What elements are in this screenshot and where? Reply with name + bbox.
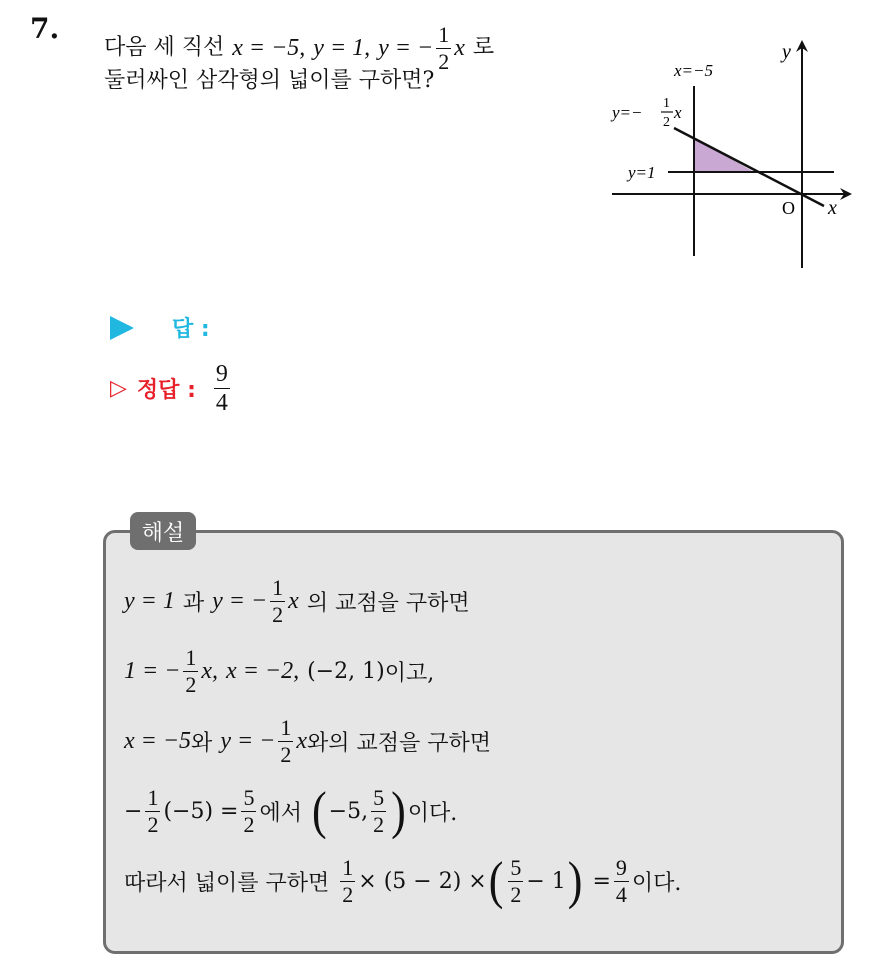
fraction: $\frac{5}{2}$: [510, 854, 522, 907]
question-text: [104, 21, 495, 98]
eq-x-minus-5: x = −5,: [232, 35, 306, 61]
line-label-num: 1: [663, 96, 670, 111]
fraction: $\frac{1}{2}$: [147, 784, 159, 837]
explanation-line-3: x = −5 와 y = − $\frac{1}{2}$ x 와의 교점을 구하면: [124, 714, 492, 767]
question-pre: 다음 세 직선: [104, 35, 225, 60]
explanation-line-5: 따라서 넓이를 구하면 $\frac{1}{2}$ × (5 − 2) × ( $\frac{5}{2}$ − 1 ) = $\frac{9}{4}$ 이다.: [124, 851, 682, 910]
eq-y-1: y = 1,: [313, 35, 371, 61]
fraction: $\frac{1}{2}$: [342, 854, 354, 907]
question-line-2: 둘러싸인 삼각형의 넓이를 구하면?: [104, 68, 435, 93]
fraction: $\frac{1}{2}$: [272, 574, 284, 627]
answer-row: [110, 312, 210, 343]
vline-label: x=−5: [674, 61, 713, 80]
correct-triangle-icon: ▷: [110, 376, 127, 401]
explanation-tag: 해설: [130, 512, 196, 550]
line-label-den: 2: [663, 115, 670, 130]
fraction: $\frac{9}{4}$: [615, 854, 627, 907]
eq-line-var: x: [454, 35, 465, 61]
fraction: $\frac{5}{2}$: [373, 784, 385, 837]
explanation-content: [124, 566, 681, 916]
explanation-line-4: − $\frac{1}{2}$ (−5) = $\frac{5}{2}$ 에서 ( −5, $\frac{5}{2}$ ) 이다.: [124, 781, 458, 840]
line-label-lhs: y=−: [612, 103, 643, 122]
eq-line-lhs: y = −: [378, 35, 434, 61]
hline-label: y=1: [628, 163, 656, 182]
question-post: 로: [472, 35, 495, 60]
answer-triangle-icon: [110, 316, 134, 340]
question-number: 7.: [30, 12, 60, 45]
x-axis-label: x: [828, 197, 837, 219]
fraction: $\frac{5}{2}$: [243, 784, 255, 837]
origin-label: O: [782, 198, 795, 218]
fraction-one-half: $\frac{1}{2}$: [438, 21, 450, 74]
correct-label: 정답 :: [136, 378, 196, 403]
answer-label: 답 :: [172, 317, 210, 342]
y-axis-label: y: [782, 41, 791, 63]
fraction: $\frac{1}{2}$: [280, 714, 292, 767]
correct-answer-fraction: $\frac{9}{4}$: [215, 361, 228, 416]
correct-answer-row: [110, 362, 233, 415]
explanation-line-2: 1 = − $\frac{1}{2}$ x, x = −2, (−2, 1) 이고,: [124, 644, 435, 697]
coordinate-graph: [608, 34, 858, 270]
fraction: $\frac{1}{2}$: [185, 644, 197, 697]
explanation-line-1: y = 1 과 y = − $\frac{1}{2}$ x 의 교점을 구하면: [124, 574, 470, 627]
line-label-var: x: [674, 103, 682, 122]
